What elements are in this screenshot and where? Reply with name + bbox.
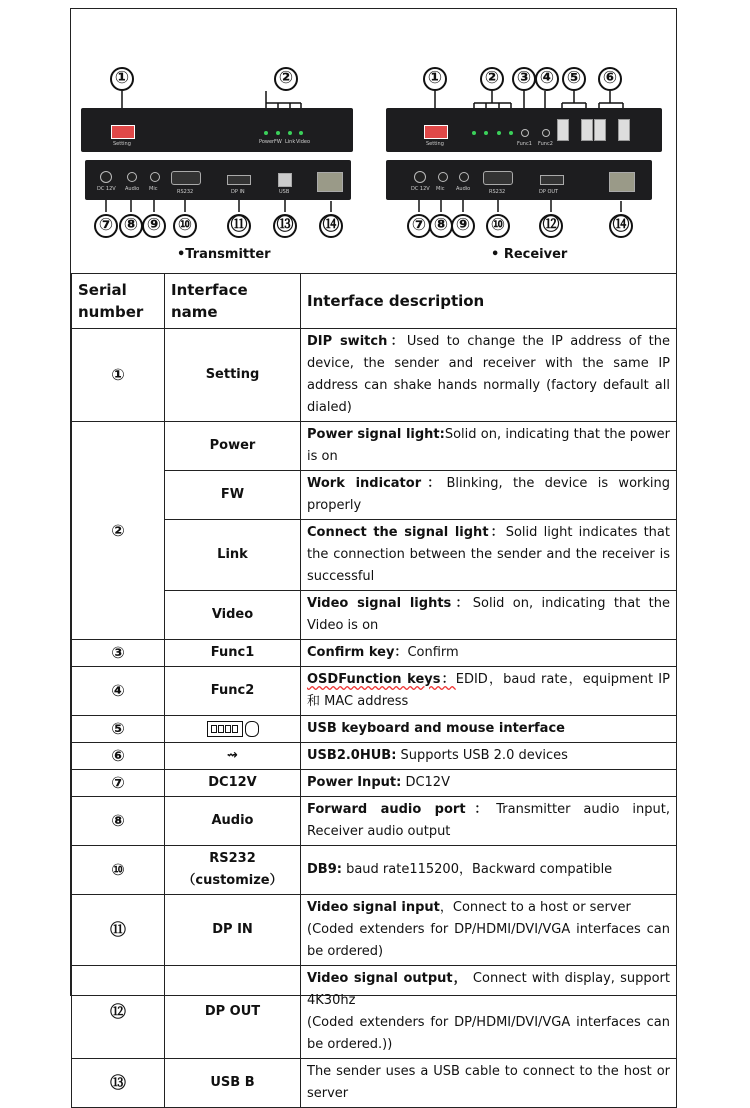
rx-sfp-port <box>609 172 635 192</box>
row-description <box>301 966 677 1059</box>
callout-rx-5: ⑤ <box>562 67 586 91</box>
audio-label: Audio <box>125 186 140 192</box>
row-number: ⑫ <box>72 966 165 1059</box>
transmitter-back-panel <box>85 160 351 200</box>
video-label: Video <box>296 139 311 145</box>
usb-keyboard-port <box>557 119 569 141</box>
transmitter-caption: •Transmitter <box>177 247 271 262</box>
table-row <box>72 770 677 797</box>
row-title: Confirm key： <box>307 645 408 660</box>
row-title: OSDFunction keys： <box>307 672 456 687</box>
row-title: Work indicator： <box>307 476 447 491</box>
row-name: DC12V <box>165 770 301 797</box>
power-label: Power <box>259 139 275 145</box>
func1-button <box>521 129 529 137</box>
row-title: Power Input: <box>307 775 402 790</box>
row-text: baud rate115200，Backward compatible <box>346 862 613 877</box>
table-row <box>72 895 677 966</box>
table-row <box>72 329 677 422</box>
rx-link-led <box>497 131 501 135</box>
rx-rs232-label: RS232 <box>489 189 506 195</box>
dp-out-label: DP OUT <box>539 189 559 195</box>
row-description <box>301 770 677 797</box>
row-name: Video <box>165 591 301 640</box>
rx-rs232-port <box>483 171 513 185</box>
row-description <box>301 716 677 743</box>
video-led <box>299 131 303 135</box>
rx-fw-led <box>484 131 488 135</box>
callout-rx-1: ① <box>423 67 447 91</box>
rx-mic-label: Mic <box>436 186 445 192</box>
callout-tx-7: ⑦ <box>94 214 118 238</box>
row-text: ，Connect to a host or server <box>439 900 631 915</box>
row-title: Forward audio port： <box>307 802 497 817</box>
dp-in-port <box>227 175 251 185</box>
row-number: ④ <box>72 667 165 716</box>
row-number: ⑦ <box>72 770 165 797</box>
rx-mic-port <box>438 172 448 182</box>
row-description <box>301 743 677 770</box>
callout-rx-2: ② <box>480 67 504 91</box>
row-title: Video signal output， <box>307 971 468 986</box>
rx-audio-label: Audio <box>456 186 471 192</box>
callout-rx-12: ⑫ <box>539 214 563 238</box>
row-name: RS232（customize） <box>165 846 301 895</box>
row-text-note: (Coded extenders for DP/HDMI/DVI/VGA interfaces can be ordered) <box>307 922 670 959</box>
callout-tx-1: ① <box>110 67 134 91</box>
row-text: Transmitter audio input, Receiver audio output <box>307 802 670 839</box>
row-text: Solid on, indicating that the power is on <box>307 427 670 464</box>
table-row <box>72 797 677 846</box>
header-interface-name: Interface name <box>165 274 301 329</box>
row-name: Power <box>165 422 301 471</box>
callout-rx-6: ⑥ <box>598 67 622 91</box>
row-name: Func1 <box>165 640 301 667</box>
table-row <box>72 966 677 1059</box>
row-text: DC12V <box>405 775 450 790</box>
rx-setting-label: Setting <box>426 141 444 147</box>
row-name: USB B <box>165 1059 301 1108</box>
row-description <box>301 520 677 591</box>
callout-tx-13: ⑬ <box>273 214 297 238</box>
row-title: Video signal input <box>307 900 440 915</box>
row-number: ⑥ <box>72 743 165 770</box>
rx-dip-switch <box>424 125 448 139</box>
usb-hub-port-2 <box>618 119 630 141</box>
row-description <box>301 1059 677 1108</box>
table-row <box>72 716 677 743</box>
usb-mouse-port <box>581 119 593 141</box>
header-interface-description: Interface description <box>301 274 677 329</box>
usb-hub-port-1 <box>594 119 606 141</box>
row-name: DP OUT <box>165 966 301 1059</box>
dip-switch <box>111 125 135 139</box>
rx-dc12v-port <box>414 171 426 183</box>
table-row <box>72 1059 677 1108</box>
setting-label: Setting <box>113 141 131 147</box>
rs232-port <box>171 171 201 185</box>
row-name: Setting <box>165 329 301 422</box>
fw-led <box>276 131 280 135</box>
row-name <box>165 716 301 743</box>
row-name: Func2 <box>165 667 301 716</box>
row-title: Connect the signal light： <box>307 525 506 540</box>
table-row <box>72 422 677 471</box>
row-title: Video signal lights： <box>307 596 473 611</box>
sfp-port <box>317 172 343 192</box>
row-name: FW <box>165 471 301 520</box>
dc12v-label: DC 12V <box>97 186 116 192</box>
row-number: ② <box>72 422 165 640</box>
audio-port <box>127 172 137 182</box>
power-led <box>264 131 268 135</box>
callout-rx-9: ⑨ <box>451 214 475 238</box>
row-description <box>301 591 677 640</box>
rs232-label: RS232 <box>177 189 194 195</box>
row-text: Connect with display, support 4K30hz <box>307 971 670 1008</box>
table-header-row <box>72 274 677 329</box>
callout-rx-3: ③ <box>512 67 536 91</box>
keyboard-icon <box>207 721 243 737</box>
table-row <box>72 846 677 895</box>
callout-rx-7: ⑦ <box>407 214 431 238</box>
callout-rx-10: ⑩ <box>486 214 510 238</box>
rx-func2-label: Func2 <box>538 141 553 147</box>
mic-port <box>150 172 160 182</box>
rx-video-led <box>509 131 513 135</box>
row-text: Solid on, indicating that the Video is on <box>307 596 670 633</box>
usb-label: USB <box>279 189 290 195</box>
callout-rx-4: ④ <box>535 67 559 91</box>
row-name: DP IN <box>165 895 301 966</box>
rx-power-led <box>472 131 476 135</box>
row-description <box>301 329 677 422</box>
usb-icon: ⇝ <box>165 743 301 770</box>
row-text: The sender uses a USB cable to connect to the host or server <box>307 1064 670 1101</box>
table-row <box>72 743 677 770</box>
device-diagram <box>71 9 676 273</box>
table-row <box>72 640 677 667</box>
dp-out-port <box>540 175 564 185</box>
func2-button <box>542 129 550 137</box>
header-serial-number: Serial number <box>72 274 165 329</box>
mic-label: Mic <box>149 186 158 192</box>
row-text: Used to change the IP address of the device, the sender and receiver with the same IP address can shake hands normally (factory default all dialed) <box>307 334 671 415</box>
callout-tx-8: ⑧ <box>119 214 143 238</box>
rx-dc12v-label: DC 12V <box>411 186 430 192</box>
dp-in-label: DP IN <box>231 189 245 195</box>
row-number: ⑤ <box>72 716 165 743</box>
row-name: Link <box>165 520 301 591</box>
row-text: EDID，baud rate，equipment IP 和 MAC address <box>307 672 670 709</box>
row-number: ⑩ <box>72 846 165 895</box>
row-description <box>301 422 677 471</box>
row-number: ⑧ <box>72 797 165 846</box>
row-description <box>301 640 677 667</box>
row-description <box>301 846 677 895</box>
row-description <box>301 667 677 716</box>
row-number: ③ <box>72 640 165 667</box>
interface-table <box>71 273 677 1108</box>
row-description <box>301 895 677 966</box>
row-text: Blinking, the device is working properly <box>307 476 670 513</box>
rx-audio-port <box>459 172 469 182</box>
row-text: Confirm <box>407 645 459 660</box>
row-title: Power signal light: <box>307 427 445 442</box>
row-name: Audio <box>165 797 301 846</box>
dc12v-port <box>100 171 112 183</box>
callout-tx-2: ② <box>274 67 298 91</box>
fw-label: FW <box>274 139 282 145</box>
row-title: USB2.0HUB: <box>307 748 397 763</box>
row-text-note: (Coded extenders for DP/HDMI/DVI/VGA interfaces can be ordered.)) <box>307 1015 670 1052</box>
rx-func1-label: Func1 <box>517 141 532 147</box>
row-description <box>301 797 677 846</box>
receiver-caption: • Receiver <box>491 247 568 262</box>
row-title: DIP switch： <box>307 334 407 349</box>
callout-tx-9: ⑨ <box>142 214 166 238</box>
callout-rx-14: ⑭ <box>609 214 633 238</box>
link-led <box>288 131 292 135</box>
callout-tx-14: ⑭ <box>319 214 343 238</box>
table-row <box>72 667 677 716</box>
usb-b-port <box>278 173 292 187</box>
mouse-icon <box>245 721 259 737</box>
row-number: ⑪ <box>72 895 165 966</box>
link-label: Link <box>285 139 296 145</box>
callout-tx-10: ⑩ <box>173 214 197 238</box>
row-number: ⑬ <box>72 1059 165 1108</box>
row-number: ① <box>72 329 165 422</box>
row-title: USB keyboard and mouse interface <box>307 721 565 736</box>
callout-rx-8: ⑧ <box>429 214 453 238</box>
row-text: Solid light indicates that the connection between the sender and the receiver is successful <box>307 525 670 584</box>
row-title: DB9: <box>307 862 342 877</box>
row-text: Supports USB 2.0 devices <box>400 748 568 763</box>
row-description <box>301 471 677 520</box>
callout-tx-11: ⑪ <box>227 214 251 238</box>
